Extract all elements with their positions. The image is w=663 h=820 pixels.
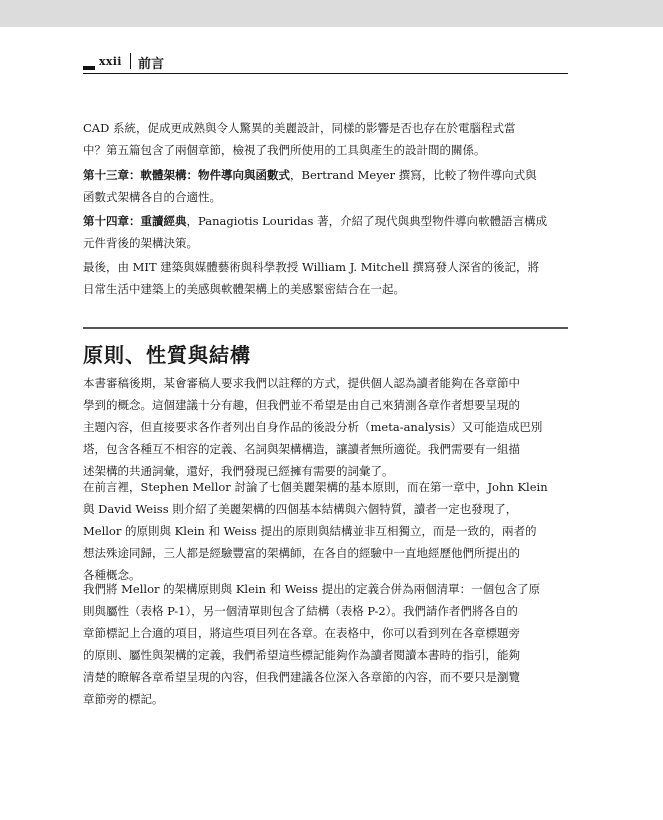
text-line: 學到的概念。這個建議十分有趣，但我們並不希望是由自己來猜測各章作者想要呈現的 [83,398,520,412]
running-header [83,52,583,74]
text-run: ，Bertrand Meyer 撰寫，比較了物件導向式與 [290,168,537,182]
text-line: 想法殊途同歸，三人都是經驗豐富的架構師，在各自的經驗中一直地經歷他們所提出的 [83,546,520,560]
text-line: 章節標記上合適的項目，將這些項目列在各章。在表格中，你可以看到列在各章標題旁 [83,626,520,640]
text-line: 各種概念。 [83,568,141,582]
section-paragraph-2 [83,476,568,586]
text-line: 元件背後的架構決策。 [83,236,198,250]
text-line: 述架構的共通詞彙，還好，我們發現已經擁有需要的詞彙了。 [83,464,394,478]
intro-paragraph-chapter14 [83,210,568,254]
text-line: 我們將 Mellor 的架構原則與 Klein 和 Weiss 提出的定義合併為兩個清單：一個包含了原 [83,582,541,596]
text-line: Mellor 的原則與 Klein 和 Weiss 提出的原則與結構並非互相獨立，而是一致的，兩者的 [83,524,537,538]
text-line: 函數式架構各自的合適性。 [83,190,221,204]
intro-paragraph-chapter13 [83,164,568,208]
text-run: ，Panagiotis Louridas 著，介紹了現代與典型物件導向軟體語言構成 [186,214,548,228]
text-line: 在前言裡，Stephen Mellor 討論了七個美麗架構的基本原則，而在第一章中，John Klein [83,480,548,494]
text-line: 章節旁的標記。 [83,692,164,706]
top-margin-bar [0,0,663,27]
text-line: CAD 系統，促成更成熟與令人驚異的美麗設計，同樣的影響是否也存在於電腦程式當 [83,121,516,135]
text-line: 日常生活中建築上的美感與軟體架構上的美感緊密結合在一起。 [83,282,405,296]
chapter-label: 第十四章：重讀經典 [83,214,187,228]
text-line: 清楚的瞭解各章希望呈現的內容，但我們建議各位深入各章節的內容，而不要只是瀏覽 [83,670,520,684]
section-rule [83,327,568,329]
header-rule [83,73,568,74]
text-line [83,210,568,232]
intro-paragraph-afterword [83,256,568,300]
section-paragraph-1 [83,372,568,482]
text-line: 的原則、屬性與架構的定義，我們希望這些標記能夠作為讀者閱讀本書時的指引，能夠 [83,648,520,662]
text-line: 最後，由 MIT 建築與媒體藝術與科學教授 William J. Mitchell 撰寫發人深省的後記，將 [83,260,539,274]
section-paragraph-3 [83,578,568,710]
text-line: 塔，包含各種互不相容的定義、名詞與架構構造，讓讀者無所適從。我們需要有一組描 [83,442,520,456]
text-line [83,164,568,186]
text-line: 則與屬性（表格 P-1），另一個清單則包含了結構（表格 P-2）。我們請作者們將各自的 [83,604,518,618]
page-number: xxii [99,55,122,68]
text-line: 主題內容，但直接要求各作者列出自身作品的後設分析（meta-analysis）又可能造成巴別 [83,420,543,434]
header-separator [130,53,131,69]
header-marker [83,66,95,70]
text-line: 與 David Weiss 則介紹了美麗架構的四個基本結構與六個特質，讀者一定也發現了， [83,502,518,516]
intro-paragraph-cad [83,117,568,161]
chapter-label: 第十三章：軟體架構：物件導向與函數式 [83,168,290,182]
running-title: 前言 [138,57,165,72]
text-line: 本書審稿後期，某會審稿人要求我們以註釋的方式，提供個人認為讀者能夠在各章節中 [83,376,520,390]
section-heading: 原則、性質與結構 [83,343,251,367]
text-line: 中？第五篇包含了兩個章節，檢視了我們所使用的工具與產生的設計間的關係。 [83,143,486,157]
